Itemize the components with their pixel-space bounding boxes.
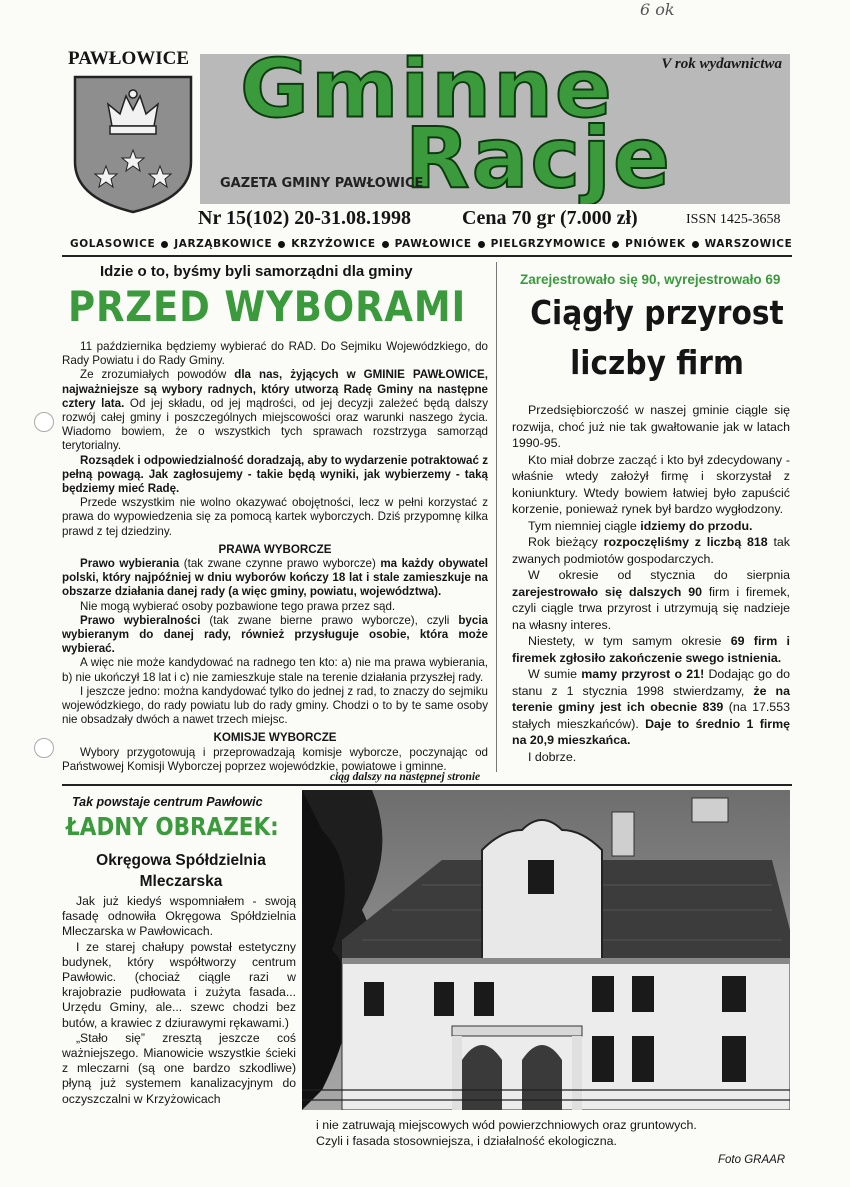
paragraph: I ze starej chałupy powstał estetyczny budynek, który współtworzy centrum Pawłowic. (chociaż ciągle razi w krajobrazie pudłowata i zużyta fasada... Urzędu Gminy, ale... szewc chodzi bez butów, a krawiec z dziurawymi rękawami.) — [62, 939, 296, 1030]
paragraph: Prawo wybieralności (tak zwane bierne prawo wyborcze), czyli bycia wybieranym do danej rady, również przysługuje osobie, która może wybierać. — [62, 613, 488, 656]
paragraph: Jak już kiedyś wspomniałem - swoją fasadę odnowiła Okręgowa Spółdzielnia Mleczarska w Pawłowicach. — [62, 894, 296, 939]
village-item: WARSZOWICE — [704, 238, 793, 250]
bottom-article-title: ŁADNY OBRAZEK: — [66, 812, 279, 841]
coat-of-arms-icon — [72, 74, 194, 214]
village-item: JARZĄBKOWICE — [174, 238, 291, 250]
village-item: PIELGRZYMOWICE — [491, 238, 626, 250]
paragraph: Rok bieżący rozpoczęliśmy z liczbą 818 tak zwanych podmiotów gospodarczych. — [512, 535, 790, 566]
left-article-kicker: Idzie o to, byśmy byli samorządni dla gminy — [100, 263, 413, 280]
issn: ISSN 1425-3658 — [686, 212, 781, 227]
masthead-banner — [200, 54, 790, 204]
paragraph: „Stało się” zresztą jeszcze coś ważniejszego. Mianowicie wszystkie ścieki z mleczarni (są one bardzo szkodliwe) płyną już systemem kanalizacyjnym do oczyszczalni w Krzyżowicach — [62, 1030, 296, 1106]
town-name: PAWŁOWICE — [68, 48, 190, 69]
paragraph: Przedsiębiorczość w naszej gminie ciągle się rozwija, choć już nie tak gwałtowanie jak w latach 1990-95. — [512, 403, 790, 450]
bottom-article-kicker: Tak powstaje centrum Pawłowic — [72, 795, 263, 809]
handwritten-note: 6 ok — [640, 0, 675, 19]
photo-caption: i nie zatruwają miejscowych wód powierzchniowych oraz gruntowych. Czyli i fasada stosowniejsza, i działalność ekologiczna. — [316, 1118, 697, 1148]
village-item: GOLASOWICE — [70, 238, 174, 250]
photo-credit: Foto GRAAR — [718, 1154, 786, 1166]
year-tag: V rok wydawnictwa — [661, 56, 782, 72]
paragraph: Wybory przygotowują i przeprowadzają komisje wyborcze, poczynając od Państwowej Komisji Wyborczej poprzez wojewódzkie, powiatowe i gminne. — [62, 745, 488, 773]
dairy-building-photo — [302, 790, 790, 1110]
column-divider — [496, 262, 497, 772]
paragraph: Rozsądek i odpowiedzialność doradzają, aby to wydarzenie potraktować z pełną powagą. Jak zagłosujemy - takie będą wyniki, jak wybierzemy - taką będziemy mieć Radę. — [62, 453, 488, 496]
paragraph: A więc nie może kandydować na radnego ten kto: a) nie ma prawa wybierania, b) nie ukończył 18 lat i c) nie zamieszkuje stale na terenie działania przyszłej rady. — [62, 656, 488, 684]
price: Cena 70 gr (7.000 zł) — [462, 207, 638, 229]
paragraph: Niestety, w tym samym okresie 69 firm i firemek zgłosiło zakończenie swego istnienia. — [512, 634, 790, 665]
masthead-title-line2: Racje — [405, 109, 672, 204]
paragraph: Kto miał dobrze zacząć i kto był zdecydowany - właśnie wtedy założył firmę i skorzystał z koniunktury. Wtedy bowiem łatwiej było zapuścić korzenie, ponieważ rynek był bardzo wygłodzony. — [512, 452, 790, 516]
paragraph: I dobrze. — [528, 749, 577, 764]
left-article-body — [62, 340, 488, 774]
paragraph: W sumie mamy przyrost o 21! Dodając go do stanu z 1 stycznia 1998 stwierdzamy, że na terenie gminy jest ich obecnie 839 (na 17.553 stałych mieszkańców). Daje to średnio 1 firmę na 20,9 mieszkańca. — [512, 667, 791, 747]
section-divider — [62, 784, 792, 786]
masthead-subtitle: GAZETA GMINY PAWŁOWICE — [220, 176, 424, 191]
village-item: PNIÓWEK — [625, 238, 704, 250]
paragraph: 11 października będziemy wybierać do RAD. Do Sejmiku Wojewódzkiego, do Rady Powiatu i do Rady Gminy. — [62, 340, 488, 368]
section-heading: PRAWA WYBORCZE — [218, 542, 332, 556]
villages-strip — [70, 235, 793, 253]
bottom-article-subtitle: Okręgowa Spółdzielnia Mleczarska — [96, 852, 266, 890]
header-divider — [62, 255, 792, 257]
paragraph: Tym niemniej ciągle idziemy do przodu. — [528, 518, 753, 533]
issue-number: Nr 15(102) 20-31.08.1998 — [198, 207, 411, 229]
punch-hole — [34, 738, 54, 758]
paragraph: Ze zrozumiałych powodów dla nas, żyjących w GMINIE PAWŁOWICE, najważniejsze są wybory radnych, który utworzą Radę Gminy na następne cztery lata. Od jej składu, od jej mądrości, od jej decyzji zależeć będą dalszy rozwój całej gminy i poszczególnych miejscowości oraz warunki naszego życia. Wiadomo bowiem, że o wszystkich tych sprawach rozstrzyga samorząd terytorialny. — [62, 368, 489, 453]
paragraph: Prawo wybierania (tak zwane czynne prawo wyborcze) ma każdy obywatel polski, który najpóźniej w dniu wyborów kończy 18 lat i stale zamieszkuje na obszarze działania danej rady (a więc gminy, powiatu, województwa). — [62, 557, 488, 599]
paragraph: W okresie od stycznia do sierpnia zarejestrowało się dalszych 90 firm i firemek, czyli ciągle trwa przyrost i utrzymują się nadzieje na własny interes. — [512, 568, 790, 632]
paragraph: I jeszcze jedno: można kandydować tylko do jednej z rad, to znaczy do sejmiku wojewódzkiego, do rady powiatu lub do rady gminy. Chodzi o to by te same osoby nie obsadzały dwóch a nawet trzech miejsc. — [62, 684, 488, 727]
paragraph: Nie mogą wybierać osoby pozbawione tego prawa przez sąd. — [80, 599, 396, 613]
left-article-title: PRZED WYBORAMI — [68, 282, 467, 331]
bottom-article-body — [62, 894, 296, 1107]
right-article-kicker: Zarejestrowało się 90, wyrejestrowało 69 — [520, 272, 781, 287]
right-article-body — [512, 402, 790, 765]
village-item: KRZYŻOWICE — [291, 238, 394, 250]
continued-note: ciąg dalszy na następnej stronie — [330, 771, 481, 783]
village-item: PAWŁOWICE — [395, 238, 491, 250]
paragraph: Przede wszystkim nie wolno okazywać obojętności, lecz w pełni korzystać z prawa do wypowiedzenia się za pomocą kartek wyborczych. Dziś przypomnę kilka prawd z tej dziedziny. — [62, 496, 488, 538]
right-article-title: Ciągły przyrost liczby firm — [530, 293, 784, 382]
punch-hole — [34, 412, 54, 432]
masthead-title-line1: Gminne — [240, 54, 614, 136]
section-heading: KOMISJE WYBORCZE — [213, 731, 337, 745]
